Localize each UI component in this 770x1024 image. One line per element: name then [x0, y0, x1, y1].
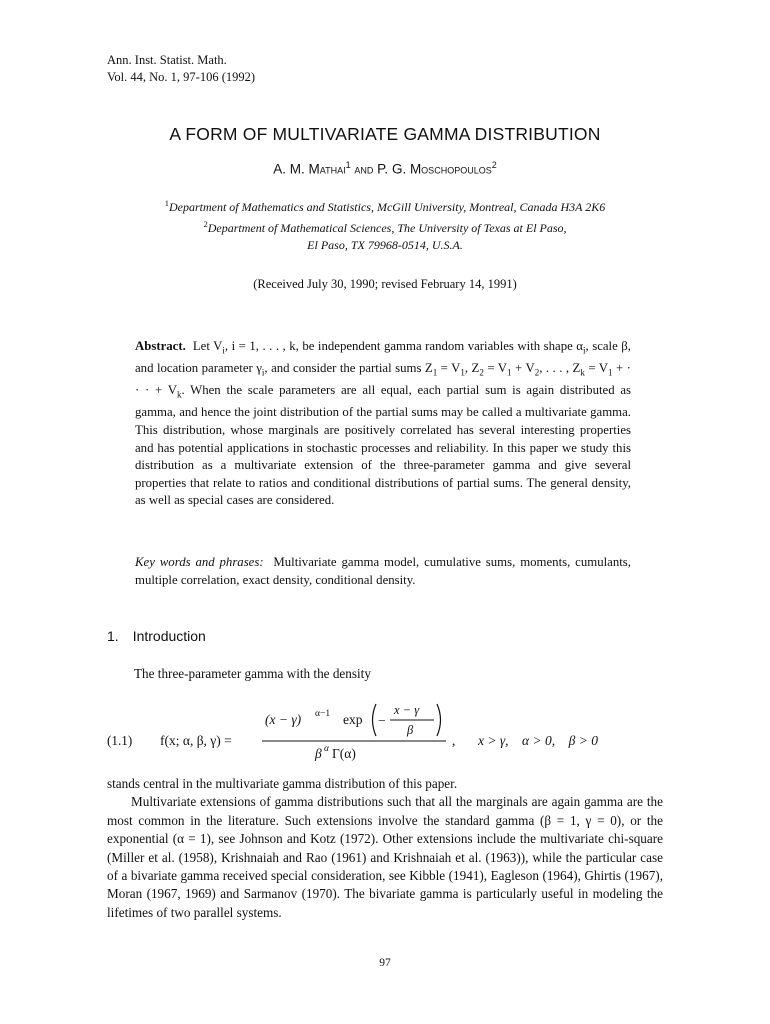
abstract-text: . When the scale parameters are all equal, each partial sum is again distributed as gamma, and hence the joint distribution of the partial sums may be called a multivariate gamma. This distribution, whose marginals are positively correlated has several interesting properties and has potential applications in stochastic processes and reliability. In this paper we study this distribution as a multivariate extension of the three-parameter gamma and give several properties that relate to ratios and conditional distributions of partial sums. The general density, as well as special cases are considered. — [135, 383, 631, 508]
affiliation-2-cont: El Paso, TX 79968-0514, U.S.A. — [307, 238, 463, 252]
abstract-text: , . . . , Z — [539, 361, 581, 376]
page-number: 97 — [379, 957, 391, 969]
author-2: P. G. Moschopoulos — [377, 161, 492, 177]
received-dates: (Received July 30, 1990; revised February 14, 1991) — [253, 277, 517, 291]
author-conjunction: and — [354, 161, 374, 177]
body-continuation: stands central in the multivariate gamma distribution of this paper. — [107, 776, 458, 791]
section-heading — [107, 628, 206, 644]
abstract-text: , scale β, and location parameter γ — [135, 339, 631, 376]
abstract-label: Abstract. — [135, 339, 186, 353]
abstract-text: = V — [483, 361, 508, 376]
body-paragraph: Multivariate extensions of gamma distributions such that all the marginals are again gamma are the most common in the literature. Such extensions involve the standard gamma (β = 1, γ = 0), or the exponential (α = 1), see Johnson and Kotz (1972). Other extensions include the multivariate chi-square (Miller et al. (1958), Krishnaiah and Rao (1961) and Krishnaiah et al. (1963)), while the particular case of a bivariate gamma received special consideration, see Kibble (1941), Eagleson (1964), Ghirtis (1967), Moran (1967, 1969) and Sarmanov (1970). The bivariate gamma is particularly useful in modeling the lifetimes of two parallel systems. — [107, 794, 663, 920]
affiliation-2-line1: Department of Mathematical Sciences, The University of Texas at El Paso, — [207, 221, 567, 235]
keywords-label: Key words and phrases: — [135, 555, 264, 569]
left-paren-icon — [373, 704, 377, 736]
equation-denominator-gamma: Γ(α) — [332, 746, 356, 761]
journal-citation — [107, 52, 255, 86]
minus-sign: − — [378, 713, 386, 728]
equation-inner-numerator: x − γ — [394, 703, 420, 717]
section-title: Introduction — [132, 628, 206, 644]
journal-name: Ann. Inst. Statist. Math. — [107, 53, 227, 67]
equation-numerator: (x − γ) — [265, 712, 302, 727]
section-number: 1. — [107, 628, 119, 644]
abstract-text: , and consider the partial sums Z — [264, 361, 433, 376]
abstract-text: , i = 1, . . . , k, be independent gamma random variables with shape α — [224, 339, 583, 353]
abstract-text: Let V — [192, 339, 223, 353]
equation-number: (1.1) — [107, 733, 133, 748]
abstract-text: = V — [437, 361, 461, 376]
equation-conditions: x > γ, α > 0, β > 0 — [478, 733, 598, 748]
equation-1-1 — [150, 700, 650, 765]
equation-inner-denominator: β — [407, 723, 414, 737]
intro-sentence: The three-parameter gamma with the density — [134, 666, 371, 681]
abstract-text: + V — [511, 361, 535, 376]
author-line — [0, 160, 770, 177]
abstract-text: , Z — [464, 361, 480, 376]
equation-denominator-beta: β — [315, 746, 322, 761]
keywords-text: Multivariate gamma model, cumulative sums, moments, cumulants, multiple correlation, exact density, conditional density. — [135, 555, 631, 587]
affiliation-1-mark: 1 — [164, 198, 169, 208]
author-1: A. M. Mathai — [273, 161, 346, 177]
abstract: Abstract. Let $V_i$, i = 1, . . . , k, be independent gamma random variables with shape $\alpha_i$, scale β, and location parameter $\gamma_i$, and consider the partial sums $Z_1 = V_1$, $Z_2 = V_1 + V_2$, . . . , $Z_k = V_1$ + · · · + $V_k$. When the scale parameters are all equal, each partial sum is again distributed as gamma, and hence the joint distribution of the partial sums may be called a multivariate gamma. This distribution, whose marginals are positively correlated has several interesting properties and has potential applications in stochastic processes and reliability. In this paper we study this distribution as a multivariate extension of the three-parameter gamma and give several properties that relate to ratios and conditional distributions of partial sums. The general density, as well as special cases are considered. — [135, 339, 631, 508]
equation-exp: exp — [343, 712, 363, 727]
affiliation-1-text: Department of Mathematics and Statistics, McGill University, Montreal, Canada H3A 2K6 — [168, 200, 606, 214]
right-paren-icon — [437, 704, 441, 736]
abstract-text: + · · · + V — [135, 361, 631, 398]
paper-title: A FORM OF MULTIVARIATE GAMMA DISTRIBUTION — [169, 124, 601, 144]
affiliation-2 — [0, 216, 770, 237]
keywords — [135, 554, 631, 589]
equation-denominator-exponent: α — [324, 744, 329, 754]
affiliation-2-mark: 2 — [203, 219, 208, 229]
author-1-mark: 1 — [345, 160, 351, 170]
journal-volume: Vol. 44, No. 1, 97-106 (1992) — [107, 70, 256, 84]
equation-numerator-exponent: α−1 — [315, 709, 331, 719]
author-2-mark: 2 — [491, 160, 497, 170]
affiliation-1 — [0, 195, 770, 216]
affiliations — [0, 195, 770, 254]
equation-lhs: f(x; α, β, γ) = — [160, 733, 232, 748]
body-text — [107, 775, 663, 922]
equation-comma: , — [452, 733, 456, 748]
abstract-text: = V — [584, 361, 609, 376]
